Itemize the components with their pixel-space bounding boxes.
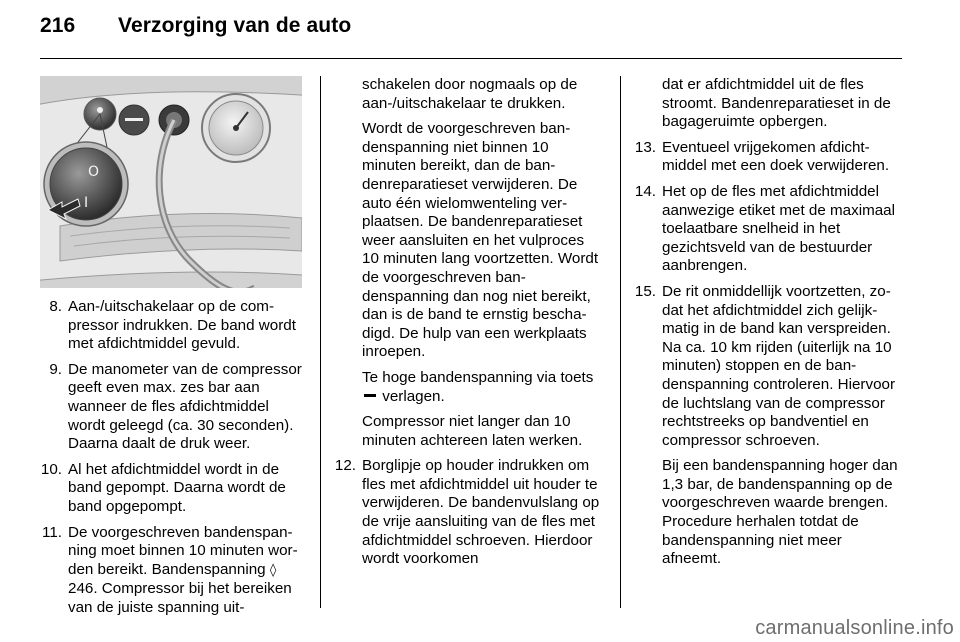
column-2 bbox=[334, 76, 604, 576]
list-item-text: De manometer van de compressor geeft even max. zes bar aan wanneer de fles afdichtmiddel wordt geleegd (ca. 30 seconden). Daarna daalt de druk weer. bbox=[68, 360, 302, 453]
list-item-number: 11. bbox=[42, 523, 62, 541]
list-item bbox=[40, 298, 306, 354]
off-symbol: O bbox=[88, 164, 100, 180]
page-title: Verzorging van de auto bbox=[118, 14, 352, 37]
paragraph: Wordt de voorgeschreven bandenspanning niet binnen 10 minuten bereikt, dan de bandenreparatieset verwijderen. De auto één wielomwenteling verplaatsen. De bandenreparatieset weer aansluiten en het vulproces 10 minuten lang voortzetten. Wordt de voorgeschreven bandenspanning dan nog niet bereikt, dan is de band te ernstig beschadigd. De hulp van een werkplaats inroepen. bbox=[362, 120, 599, 361]
paragraph-text: Te hoge bandenspanning via toets bbox=[362, 368, 594, 386]
list-item-number: 13. bbox=[634, 138, 656, 156]
paragraph-text: verlagen. bbox=[378, 387, 445, 405]
list-item bbox=[634, 283, 902, 450]
page-number: 216 bbox=[40, 14, 76, 37]
reference-arrow-icon: ◊ bbox=[269, 562, 277, 578]
list-item-number: 9. bbox=[49, 360, 62, 378]
compressor-drawing bbox=[40, 76, 302, 288]
page-header bbox=[40, 14, 351, 38]
list-item-text bbox=[68, 524, 306, 618]
list-item-number: 12. bbox=[334, 457, 356, 475]
paragraph: Bij een bandenspanning hoger dan 1,3 bar, de bandenspanning op de voorgeschreven waarde brengen. Procedure herhalen totdat de bandenspanning niet meer afneemt. bbox=[662, 457, 898, 568]
list-item-text-part: 246. Compressor bij het bereiken van de juiste spanning uit- bbox=[68, 580, 292, 616]
list-item-text: Al het afdichtmiddel wordt in de band gepompt. Daarna wordt de band opgepompt. bbox=[68, 460, 286, 515]
list-item-text: De rit onmiddellijk voortzetten, zodat het afdichtmiddel zich gelijkmatig in de band kan verspreiden. Na ca. 10 km rijden (uiterlijk na 10 minuten) stoppen en de bandenspanning controleren. Hiervoor de luchtslang van de compressor rechtstreeks op bandventiel en compressor schroeven. bbox=[662, 282, 896, 449]
list-item bbox=[634, 139, 902, 176]
column-3 bbox=[634, 76, 902, 576]
list-item bbox=[40, 461, 306, 517]
list-item-text-part: De voorgeschreven bandenspanning moet binnen 10 minuten worden bereikt. Bandenspanning bbox=[68, 523, 298, 578]
compressor-illustration bbox=[40, 76, 302, 288]
list-item-text: Eventueel vrijgekomen afdichtmiddel met een doek verwijderen. bbox=[662, 138, 890, 175]
on-symbol: I bbox=[84, 195, 89, 211]
paragraph bbox=[362, 369, 604, 406]
list-item bbox=[634, 183, 902, 276]
minus-button-icon bbox=[364, 394, 376, 397]
list-item bbox=[40, 361, 306, 454]
list-item-text: Aan-/uitschakelaar op de compressor indrukken. De band wordt met afdichtmiddel gevuld. bbox=[68, 298, 296, 353]
header-rule bbox=[40, 58, 902, 59]
column-divider-1 bbox=[320, 76, 321, 608]
list-item bbox=[334, 457, 604, 569]
paragraph: schakelen door nogmaals op de aan-/uitschakelaar te drukken. bbox=[362, 76, 578, 112]
list-item-text: Het op de fles met afdichtmiddel aanwezige etiket met de maximaal toelaatbare snelheid in het gezichtsveld van de bestuurder aanbrengen. bbox=[662, 182, 895, 275]
list-item-text: Borglipje op houder indrukken om fles met afdichtmiddel uit houder te verwijderen. De bandenvulslang op de vrije aansluiting van de fles met afdichtmiddel schroeven. Hierdoor wordt voorkomen bbox=[362, 457, 600, 568]
continuation-block bbox=[634, 457, 902, 569]
watermark: carmanualsonline.info bbox=[755, 617, 954, 639]
list-item-number: 10. bbox=[40, 460, 62, 478]
list-item-number: 15. bbox=[634, 282, 656, 300]
paragraph: dat er afdichtmiddel uit de fles stroomt. Bandenreparatieset in de bagageruimte opbergen. bbox=[662, 76, 891, 131]
column-1 bbox=[40, 298, 306, 625]
continuation-block bbox=[334, 76, 604, 450]
list-item-number: 14. bbox=[634, 182, 656, 200]
list-item-number: 8. bbox=[49, 298, 62, 315]
paragraph: Compressor niet langer dan 10 minuten achtereen laten werken. bbox=[362, 413, 583, 449]
continuation-block bbox=[634, 76, 902, 132]
list-item bbox=[40, 524, 306, 618]
column-divider-2 bbox=[620, 76, 621, 608]
